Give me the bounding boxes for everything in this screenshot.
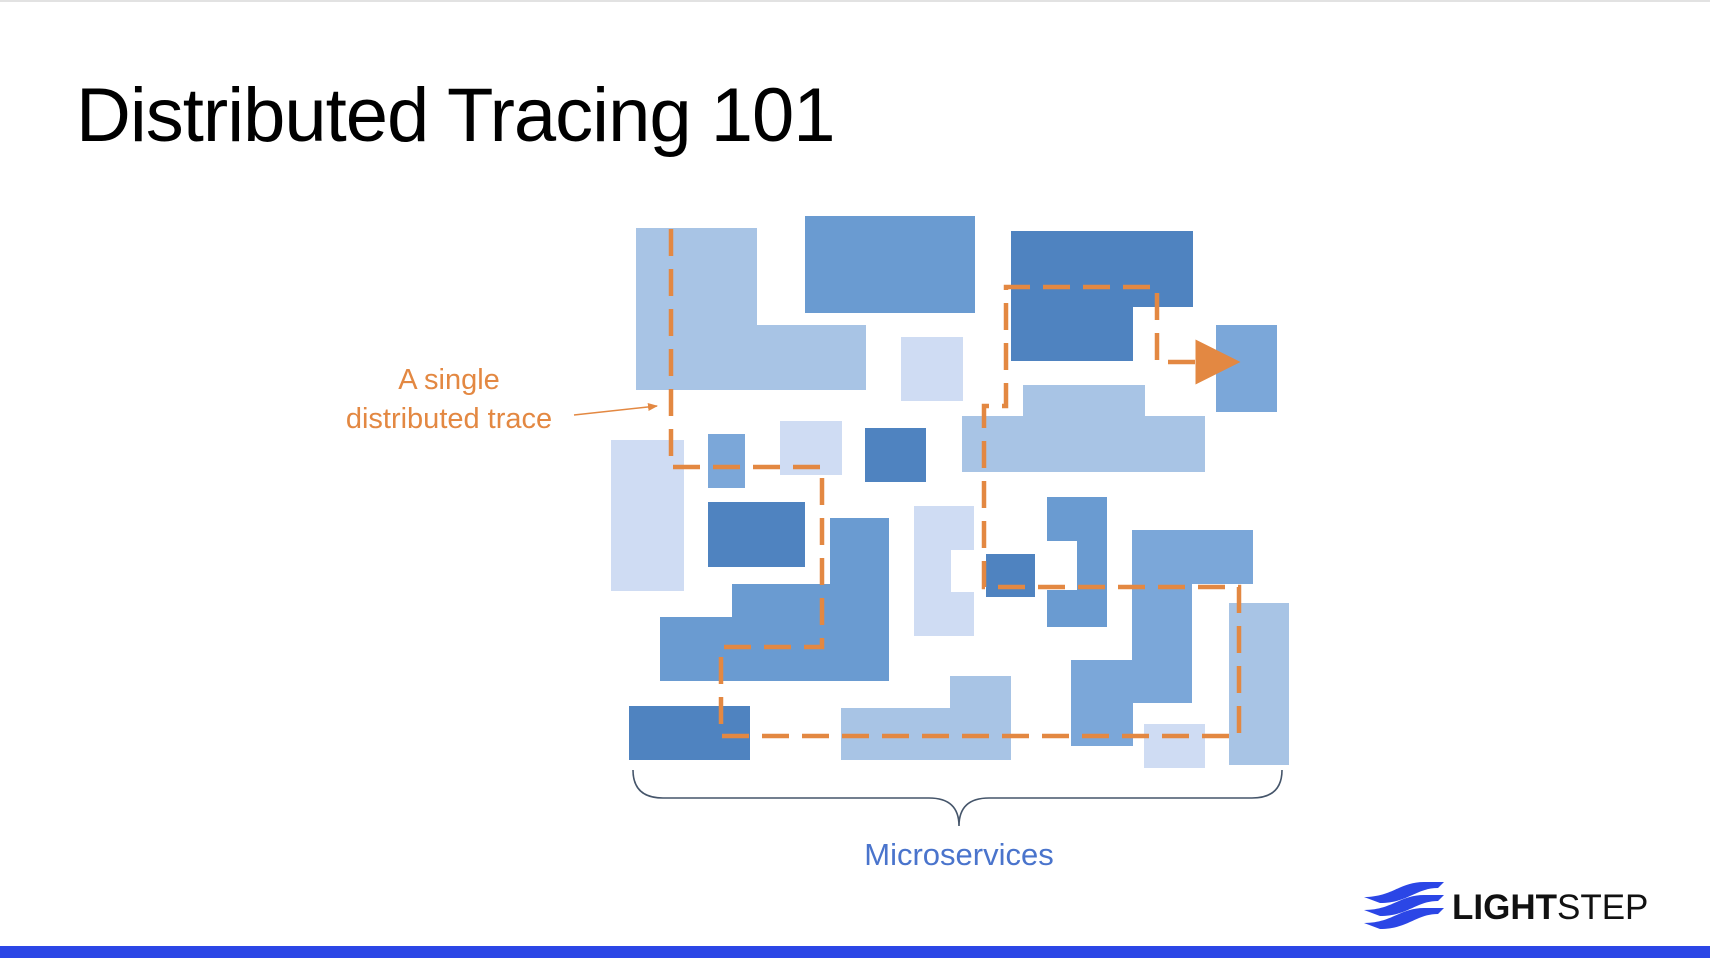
service-block xyxy=(1144,724,1205,768)
service-block xyxy=(901,337,963,401)
service-block xyxy=(708,502,805,567)
service-block xyxy=(1047,497,1107,627)
service-block xyxy=(708,434,745,488)
microservices-label: Microservices xyxy=(864,837,1054,872)
lightstep-logo-icon xyxy=(1364,882,1444,929)
service-block xyxy=(629,706,750,760)
service-block xyxy=(611,440,684,591)
trace-label-line1: A single xyxy=(398,364,500,396)
brand-light: STEP xyxy=(1556,888,1649,927)
service-block xyxy=(865,428,926,482)
service-block xyxy=(914,506,974,636)
trace-label-line2: distributed trace xyxy=(345,403,553,435)
microservice-blocks xyxy=(611,216,1289,768)
service-block xyxy=(805,216,975,313)
service-block xyxy=(1216,325,1277,412)
service-block xyxy=(841,676,1011,760)
lightstep-logo-wordmark xyxy=(1452,888,1648,927)
brand-bold: LIGHT xyxy=(1452,888,1557,927)
slide-title: Distributed Tracing 101 xyxy=(76,73,835,158)
service-block xyxy=(986,554,1035,597)
microservices-brace xyxy=(633,770,1282,826)
service-block xyxy=(962,385,1205,472)
service-block xyxy=(1011,231,1193,361)
trace-label-arrow xyxy=(574,406,657,415)
lightstep-logo xyxy=(1364,882,1648,929)
footer-accent-bar xyxy=(0,946,1710,958)
